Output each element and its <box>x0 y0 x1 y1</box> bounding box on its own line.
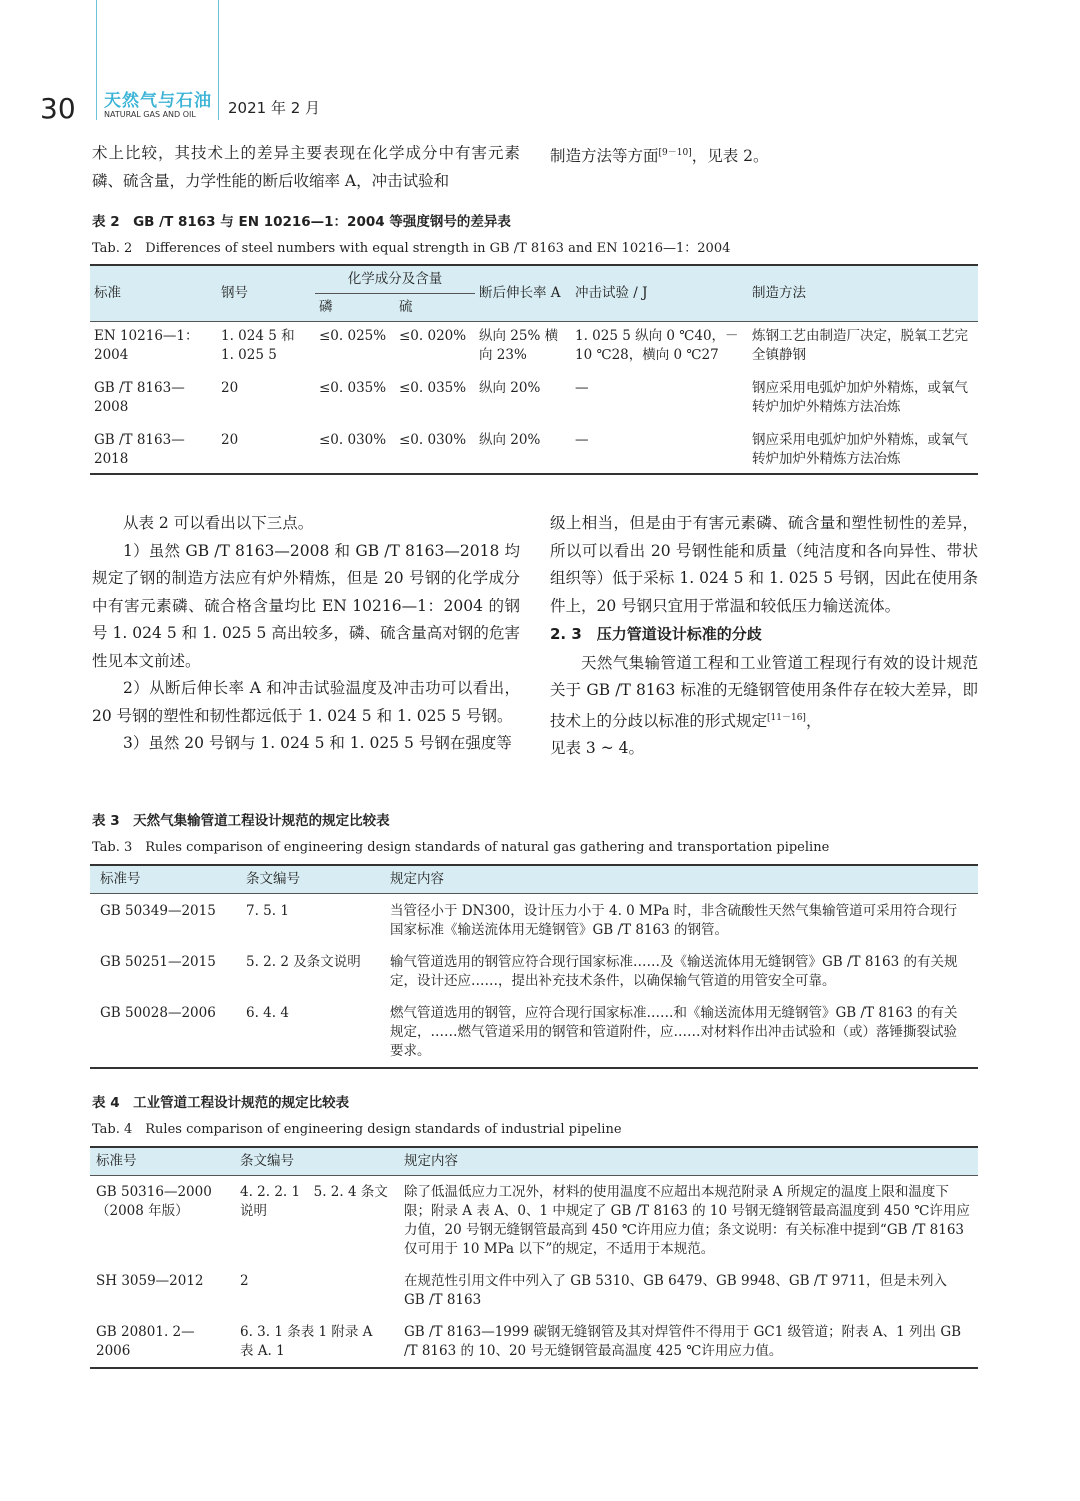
table-row: GB 50316—2000 （2008 年版） 4. 2. 2. 1 5. 2. 4 条文说明 除了低温低应力工况外，材料的使用温度不应超出本规范附录 A 所规定的温度上限和温度下限；附录 A 表 A、0、1 中规定了 GB /T 8163 的 10 号钢无缝钢管最高温度到 450 ℃许用应力值，20 号钢无缝钢管最高到 450 ℃许用应力值；条文说明：有关标准中提到“GB /T 8163 仅可用于 10 MPa 以下”的规定，不适用于本规范。 <box>96 1184 970 1257</box>
intro-right-text: 制造方法等方面[9－10]，见表 2。 <box>550 147 769 166</box>
table2-caption-en: Tab. 2 Differences of steel numbers with equal strength in GB /T 8163 and EN 10216—1：2004 <box>92 241 731 256</box>
table-header: 断后伸长率 A <box>475 265 571 322</box>
paragraph: 2）从断后伸长率 A 和冲击试验温度及冲击功可以看出，20 号钢的塑性和韧性都远低于 1. 024 5 和 1. 025 5 号钢。 <box>92 679 520 725</box>
table-row: EN 10216—1：2004 1. 024 5 和 1. 025 5 ≤0. 025% ≤0. 020% 纵向 25% 横向 23% 1. 025 5 纵向 0 ℃40，－10 ℃28，横向 0 ℃27 炼钢工艺由制造厂决定，脱氧工艺完全镇静钢 <box>90 322 978 370</box>
table-row: GB /T 8163—2008 20 ≤0. 035% ≤0. 035% 纵向 20% — 钢应采用电弧炉加炉外精炼，或氧气转炉加炉外精炼方法冶炼 <box>94 380 968 415</box>
table4 <box>90 1146 978 1369</box>
table3-caption: 表 3 天然气集输管道工程设计规范的规定比较表 <box>92 813 390 829</box>
paragraph: 3）虽然 20 号钢与 1. 024 5 和 1. 025 5 号钢在强度等 <box>123 734 512 752</box>
paragraph: 天然气集输管道工程和工业管道工程现行有效的设计规范关于 GB /T 8163 标准的无缝钢管使用条件存在较大差异，即技术上的分歧以标准的形式规定[11－16]， <box>550 653 978 730</box>
header-divider-right <box>218 0 219 120</box>
table-header: 标准 <box>90 265 217 322</box>
table-header: 化学成分及含量 <box>315 265 475 294</box>
issue-date: 2021 年 2 月 <box>228 99 321 117</box>
intro-left-text: 术上比较，其技术上的差异主要表现在化学成分中有害元素磷、硫含量，力学性能的断后收缩率 A，冲击试验和 <box>92 144 520 190</box>
paragraph: 1）虽然 GB /T 8163—2008 和 GB /T 8163—2018 均规定了钢的制造方法应有炉外精炼，但是 20 号钢的化学成分中有害元素磷、硫合格含量均比 EN 10216—1：2004 的钢号 1. 024 5 和 1. 025 5 高出较多，磷、硫含量高对钢的危害性见本文前述。 <box>92 541 520 670</box>
table-header: 标准号 <box>90 865 236 894</box>
table-row: GB 50349—2015 7. 5. 1 当管径小于 DN300，设计压力小于 4. 0 MPa 时，非含硫酸性天然气集输管道可采用符合现行国家标准《输送流体用无缝钢管》GB /T 8163 的钢管。 <box>100 903 958 938</box>
citation-ref: [9－10] <box>658 148 692 158</box>
table-header: 规定内容 <box>396 1147 978 1176</box>
paragraph: 见表 3 ~ 4。 <box>550 739 644 758</box>
table-header: 冲击试验 / J <box>571 265 748 322</box>
page-number: 30 <box>40 92 76 125</box>
paragraph: 从表 2 可以看出以下三点。 <box>123 514 314 532</box>
journal-logo: 天然气与石油 <box>104 91 212 111</box>
table4-caption: 表 4 工业管道工程设计规范的规定比较表 <box>92 1095 350 1111</box>
table2-caption: 表 2 GB /T 8163 与 EN 10216—1：2004 等强度钢号的差异表 <box>92 214 511 230</box>
table4-caption-en: Tab. 4 Rules comparison of engineering design standards of industrial pipeline <box>92 1122 622 1137</box>
table-row: SH 3059—2012 2 在规范性引用文件中列入了 GB 5310、GB 6479、GB 9948、GB /T 9711，但是未列入 GB /T 8163 <box>96 1273 948 1308</box>
table3 <box>90 864 978 1069</box>
table3-caption-en: Tab. 3 Rules comparison of engineering design standards of natural gas gathering and transportation pipeline <box>92 840 830 855</box>
citation-ref: [11－16] <box>767 712 806 723</box>
table-row: GB /T 8163—2018 20 ≤0. 030% ≤0. 030% 纵向 20% — 钢应采用电弧炉加炉外精炼，或氧气转炉加炉外精炼方法冶炼 <box>90 421 978 474</box>
section-heading: 2. 3 压力管道设计标准的分歧 <box>550 625 762 643</box>
table-header: 磷 <box>315 294 395 322</box>
table2 <box>90 264 978 475</box>
table-row: GB 20801. 2—2006 6. 3. 1 条表 1 附录 A 表 A. 1 GB /T 8163—1999 碳钢无缝钢管及其对焊管件不得用于 GC1 级管道；附表 A、1 列出 GB /T 8163 的 10、20 号无缝钢管最高温度 425 ℃许用应力值。 <box>90 1315 978 1368</box>
header-divider-left <box>96 0 97 120</box>
body-right-column <box>550 510 978 763</box>
table-header: 条文编号 <box>234 1147 396 1176</box>
table-header: 规定内容 <box>382 865 978 894</box>
paragraph: 级上相当，但是由于有害元素磷、硫含量和塑性韧性的差异，所以可以看出 20 号钢性能和质量（纯洁度和各向异性、带状组织等）低于采标 1. 024 5 和 1. 025 5 号钢，因此在使用条件上，20 号钢只宜用于常温和较低压力输送流体。 <box>550 514 978 615</box>
table-header: 制造方法 <box>748 265 978 322</box>
table-header: 钢号 <box>217 265 315 322</box>
table-header: 条文编号 <box>236 865 382 894</box>
table-row: GB 50028—2006 6. 4. 4 燃气管道选用的钢管，应符合现行国家标准……和《输送流体用无缝钢管》GB /T 8163 的有关规定，……燃气管道采用的钢管和管道附件，应……对材料作出冲击试验和（或）落锤撕裂试验要求。 <box>90 996 978 1068</box>
body-left-column <box>92 510 520 758</box>
table-row: GB 50251—2015 5. 2. 2 及条文说明 输气管道选用的钢管应符合现行国家标准……及《输送流体用无缝钢管》GB /T 8163 的有关规定，设计还应……，提出补充技术条件，以确保输气管道的用管安全可靠。 <box>100 954 958 989</box>
table-header: 标准号 <box>90 1147 234 1176</box>
journal-name-en: NATURAL GAS AND OIL <box>104 110 196 119</box>
table-header: 硫 <box>395 294 475 322</box>
